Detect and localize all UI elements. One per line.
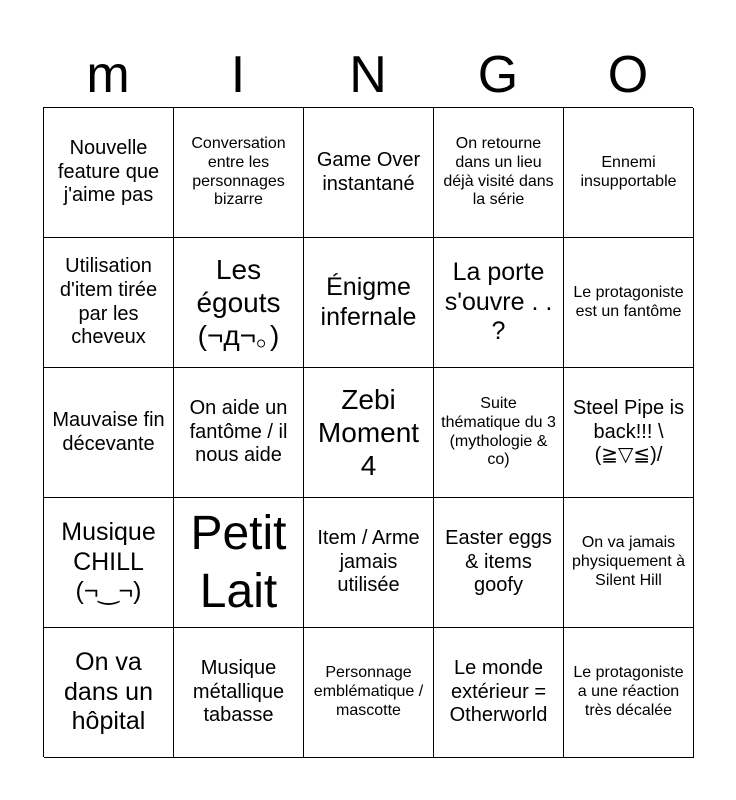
bingo-cell-r5c2[interactable] xyxy=(174,628,304,758)
bingo-cell-r2c2[interactable] xyxy=(174,238,304,368)
bingo-cell-r1c3[interactable] xyxy=(304,108,434,238)
bingo-cell-r2c1[interactable] xyxy=(44,238,174,368)
header-letter-o: O xyxy=(607,46,649,104)
cell-text: On va jamais physiquement à Silent Hill xyxy=(572,534,685,589)
bingo-header xyxy=(43,42,693,108)
bingo-cell-r1c2[interactable] xyxy=(174,108,304,238)
cell-text: Ennemi insupportable xyxy=(580,153,677,190)
bingo-cell-r3c3[interactable] xyxy=(304,368,434,498)
bingo-cell-r2c4[interactable] xyxy=(434,238,564,368)
bingo-cell-r3c1[interactable] xyxy=(44,368,174,498)
cell-text: Les égouts (¬д¬。) xyxy=(196,253,281,352)
bingo-cell-r3c4[interactable] xyxy=(434,368,564,498)
cell-text: Zebi Moment 4 xyxy=(317,383,420,482)
cell-text: Énigme infernale xyxy=(320,273,417,331)
bingo-cell-r5c3[interactable] xyxy=(304,628,434,758)
bingo-cell-r4c3[interactable] xyxy=(304,498,434,628)
cell-text: Petit Lait xyxy=(190,506,287,618)
bingo-grid xyxy=(43,107,693,757)
header-letter-m: m xyxy=(86,46,130,104)
cell-text: Nouvelle feature que j'aime pas xyxy=(57,137,160,207)
cell-text: Item / Arme jamais utilisée xyxy=(317,527,420,597)
cell-text: Easter eggs & items goofy xyxy=(445,527,552,597)
bingo-cell-r3c2[interactable] xyxy=(174,368,304,498)
cell-text: La porte s'ouvre . . ? xyxy=(444,258,553,346)
bingo-cell-r4c2[interactable] xyxy=(174,498,304,628)
cell-text: On aide un fantôme / il nous aide xyxy=(189,397,288,467)
cell-text: Suite thématique du 3 (mythologie & co) xyxy=(441,394,556,469)
cell-text: Le monde extérieur = Otherworld xyxy=(449,657,548,727)
cell-text: Personnage emblématique / mascotte xyxy=(313,664,424,719)
cell-text: Le protagoniste est un fantôme xyxy=(573,283,684,320)
cell-text: Musique CHILL (¬‿¬) xyxy=(61,518,156,606)
cell-text: Steel Pipe is back!!! \(≧▽≦)/ xyxy=(572,397,685,467)
cell-text: On retourne dans un lieu déjà visité dans la série xyxy=(443,134,554,209)
cell-text: Le protagoniste a une réaction très décalée xyxy=(573,664,684,719)
bingo-cell-r5c4[interactable] xyxy=(434,628,564,758)
bingo-cell-r1c5[interactable] xyxy=(564,108,694,238)
bingo-cell-r3c5[interactable] xyxy=(564,368,694,498)
cell-text: On va dans un hôpital xyxy=(64,648,153,736)
cell-text: Game Over instantané xyxy=(316,148,421,195)
cell-text: Conversation entre les personnages bizarre xyxy=(191,134,286,209)
bingo-cell-r5c1[interactable] xyxy=(44,628,174,758)
bingo-cell-r4c5[interactable] xyxy=(564,498,694,628)
header-letter-n: N xyxy=(349,46,387,104)
bingo-cell-r2c3[interactable] xyxy=(304,238,434,368)
header-letter-g: G xyxy=(477,46,519,104)
bingo-cell-r2c5[interactable] xyxy=(564,238,694,368)
cell-text: Musique métallique tabasse xyxy=(192,657,285,727)
bingo-cell-r1c1[interactable] xyxy=(44,108,174,238)
header-letter-i: I xyxy=(230,46,246,104)
bingo-cell-r4c4[interactable] xyxy=(434,498,564,628)
bingo-cell-r4c1[interactable] xyxy=(44,498,174,628)
cell-text: Mauvaise fin décevante xyxy=(52,408,165,455)
bingo-cell-r1c4[interactable] xyxy=(434,108,564,238)
bingo-cell-r5c5[interactable] xyxy=(564,628,694,758)
cell-text: Utilisation d'item tirée par les cheveux xyxy=(59,255,158,349)
